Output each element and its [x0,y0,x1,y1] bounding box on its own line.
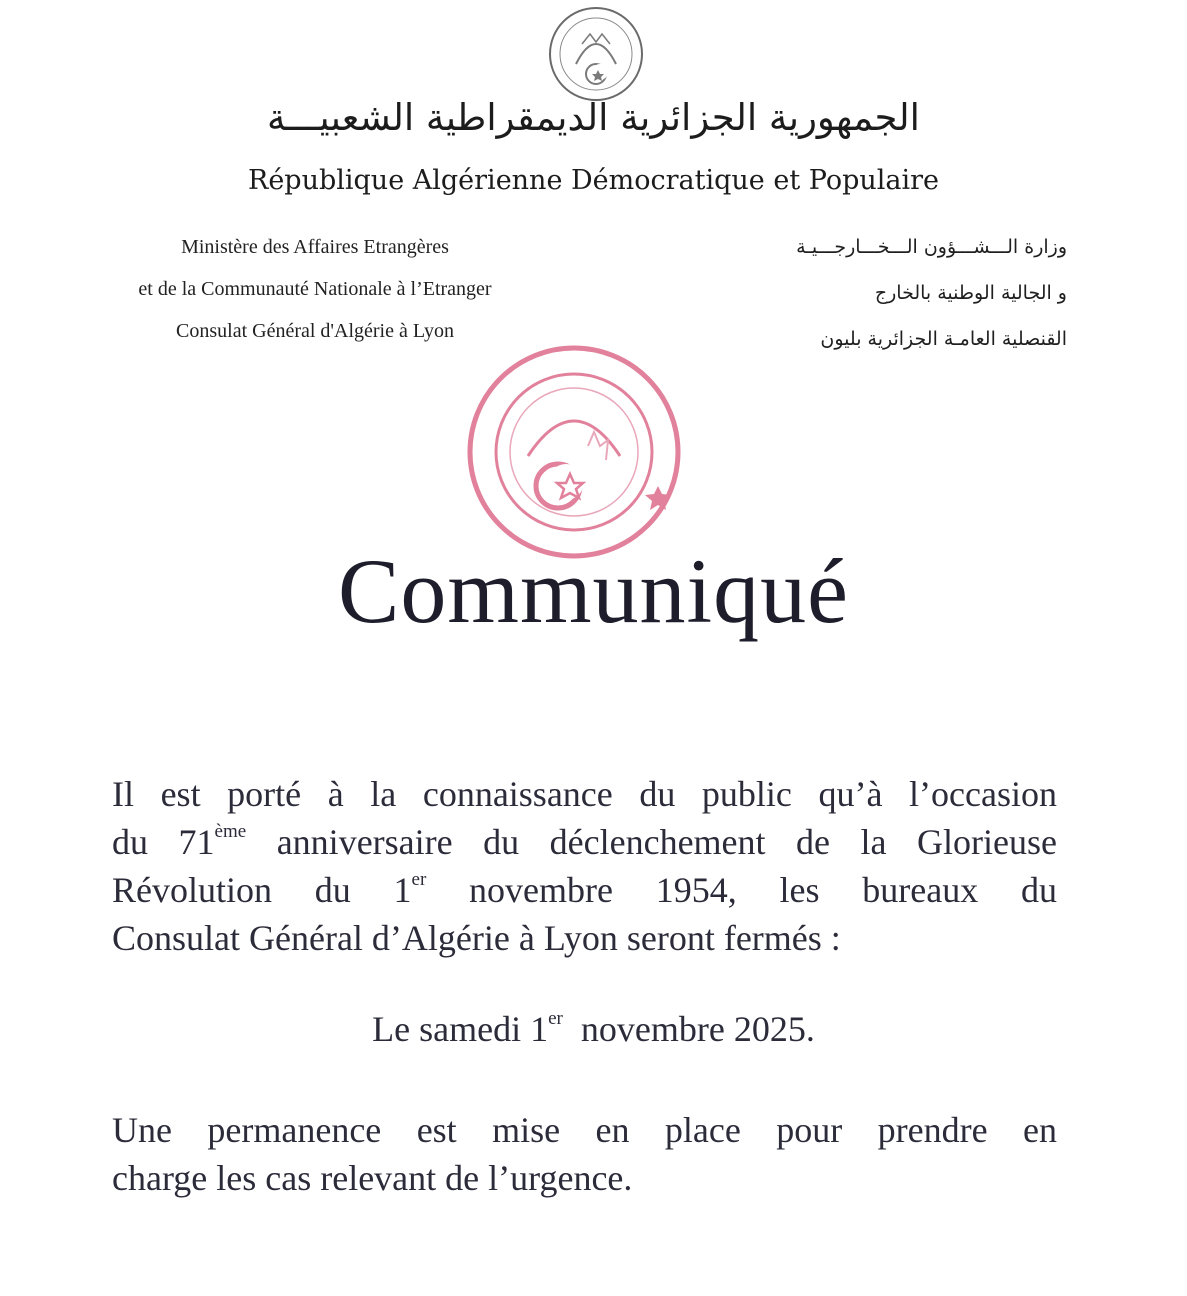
paragraph-line [112,866,1057,914]
superscript: ème [214,821,247,842]
header-title-french: République Algérienne Démocratique et Populaire [247,165,940,196]
header-title-arabic: الجمهورية الجزائرية الديمقراطية الشعبيـــة [267,96,920,139]
text-run: du 71 [112,822,215,862]
ministry-block-arabic [707,224,1067,362]
paragraph-line: Consulat Général d’Algérie à Lyon seront fermés : [112,918,841,958]
paragraph-line: charge les cas relevant de l’urgence. [112,1158,633,1198]
announcement-paragraph [112,770,1057,962]
text-run: novembre 1954, les bureaux du [426,870,1057,910]
ministry-block-french [60,226,570,352]
closure-date [0,1008,1187,1050]
ministry-fr-line: Consulat Général d'Algérie à Lyon [176,320,454,342]
text-run: anniversaire du déclenchement de la Glorieuse [246,822,1058,862]
ministry-ar-line: وزارة الـــشـــؤون الـــخـــارجـــيـة [796,236,1067,258]
paragraph-line: Il est porté à la connaissance du public qu’à l’occasion [112,774,1057,814]
paragraph-line: Une permanence est mise en place pour prendre en [112,1110,1057,1150]
text-run: Le samedi 1 [372,1009,549,1049]
superscript: er [411,869,427,890]
paragraph-line [112,818,1057,866]
national-emblem-icon [546,4,646,104]
permanence-paragraph [112,1106,1057,1202]
text-run: Révolution du 1 [112,870,412,910]
ministry-fr-line: et de la Communauté Nationale à l’Etranger [138,278,492,300]
consulate-stamp-icon [458,336,690,568]
ministry-ar-line: و الجالية الوطنية بالخارج [874,282,1067,304]
ministry-ar-line: القنصلية العامـة الجزائرية بليون [820,328,1067,350]
ministry-fr-line: Ministère des Affaires Etrangères [181,236,449,258]
document-title: Communiqué [338,540,849,642]
superscript: er [548,1008,563,1029]
text-run: novembre 2025. [562,1009,815,1049]
